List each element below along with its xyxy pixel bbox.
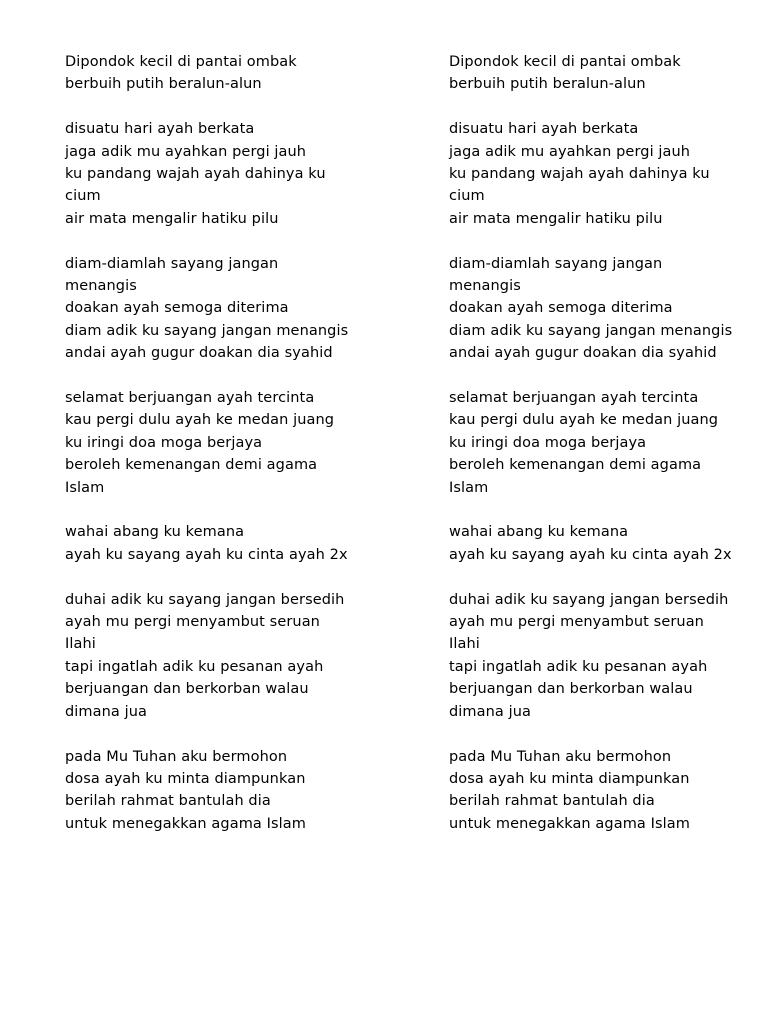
lyric-line: dimana jua [449, 703, 532, 720]
stanza [449, 253, 749, 365]
lyric-line: jaga adik mu ayahkan pergi jauh [65, 143, 307, 160]
lyric-line: menangis [449, 278, 521, 295]
lyric-line: berjuangan dan berkorban walau [65, 681, 309, 698]
lyric-line: berilah rahmat bantulah dia [449, 793, 655, 810]
lyric-line: air mata mengalir hatiku pilu [65, 210, 279, 227]
lyric-line: ku pandang wajah ayah dahinya ku [449, 166, 710, 183]
lyric-line: dosa ayah ku minta diampunkan [449, 770, 690, 787]
lyric-line: andai ayah gugur doakan dia syahid [449, 345, 717, 362]
lyric-line: berilah rahmat bantulah dia [65, 793, 271, 810]
lyric-line: ayah ku sayang ayah ku cinta ayah 2x [449, 546, 732, 563]
lyric-line: wahai abang ku kemana [65, 524, 245, 541]
lyric-line: selamat berjuangan ayah tercinta [449, 390, 699, 407]
stanza [449, 589, 749, 723]
lyric-line: ku pandang wajah ayah dahinya ku [65, 166, 326, 183]
lyric-line: air mata mengalir hatiku pilu [449, 210, 663, 227]
lyric-line: duhai adik ku sayang jangan bersedih [449, 591, 729, 608]
stanza [65, 589, 365, 723]
lyric-line: berjuangan dan berkorban walau [449, 681, 693, 698]
stanza [65, 51, 365, 96]
lyric-line: diam adik ku sayang jangan menangis [449, 322, 733, 339]
lyric-line: pada Mu Tuhan aku bermohon [449, 748, 672, 765]
lyric-line: menangis [65, 278, 137, 295]
lyric-line: kau pergi dulu ayah ke medan juang [449, 412, 719, 429]
lyric-line: ayah mu pergi menyambut seruan [65, 614, 320, 631]
lyric-line: doakan ayah semoga diterima [65, 300, 289, 317]
lyric-line: cium [449, 188, 485, 205]
lyric-line: ku iringi doa moga berjaya [65, 434, 263, 451]
lyric-line: cium [65, 188, 101, 205]
lyric-line: doakan ayah semoga diterima [449, 300, 673, 317]
lyrics-column-right [449, 51, 749, 858]
lyric-line: diam-diamlah sayang jangan [65, 255, 279, 272]
lyrics-column-left [65, 51, 365, 858]
lyric-line: ayah mu pergi menyambut seruan [449, 614, 704, 631]
lyric-line: Ilahi [449, 636, 480, 653]
lyric-line: ku iringi doa moga berjaya [449, 434, 647, 451]
lyric-line: dimana jua [65, 703, 148, 720]
lyric-line: beroleh kemenangan demi agama [449, 457, 702, 474]
stanza [449, 387, 749, 499]
lyric-line: Islam [449, 479, 489, 496]
lyric-line: berbuih putih beralun-alun [65, 76, 262, 93]
lyric-line: diam-diamlah sayang jangan [449, 255, 663, 272]
lyric-line: jaga adik mu ayahkan pergi jauh [449, 143, 691, 160]
stanza [449, 118, 749, 230]
lyric-line: diam adik ku sayang jangan menangis [65, 322, 349, 339]
lyric-line: wahai abang ku kemana [449, 524, 629, 541]
lyric-line: disuatu hari ayah berkata [449, 121, 639, 138]
lyric-line: Dipondok kecil di pantai ombak [65, 54, 297, 70]
lyric-line: tapi ingatlah adik ku pesanan ayah [65, 658, 324, 675]
lyric-line: beroleh kemenangan demi agama [65, 457, 318, 474]
lyric-line: duhai adik ku sayang jangan bersedih [65, 591, 345, 608]
stanza [65, 253, 365, 365]
lyric-line: andai ayah gugur doakan dia syahid [65, 345, 333, 362]
stanza [449, 51, 749, 96]
lyric-line: Dipondok kecil di pantai ombak [449, 54, 681, 70]
lyric-line: disuatu hari ayah berkata [65, 121, 255, 138]
lyric-line: ayah ku sayang ayah ku cinta ayah 2x [65, 546, 348, 563]
lyric-line: untuk menegakkan agama Islam [65, 815, 306, 832]
lyric-line: berbuih putih beralun-alun [449, 76, 646, 93]
lyric-line: Islam [65, 479, 105, 496]
stanza [65, 746, 365, 836]
lyric-line: Ilahi [65, 636, 96, 653]
stanza [65, 521, 365, 566]
lyric-line: dosa ayah ku minta diampunkan [65, 770, 306, 787]
lyric-line: selamat berjuangan ayah tercinta [65, 390, 315, 407]
stanza [449, 746, 749, 836]
lyric-line: untuk menegakkan agama Islam [449, 815, 690, 832]
stanza [449, 521, 749, 566]
lyric-line: pada Mu Tuhan aku bermohon [65, 748, 288, 765]
lyric-line: kau pergi dulu ayah ke medan juang [65, 412, 335, 429]
stanza [65, 387, 365, 499]
stanza [65, 118, 365, 230]
lyric-line: tapi ingatlah adik ku pesanan ayah [449, 658, 708, 675]
